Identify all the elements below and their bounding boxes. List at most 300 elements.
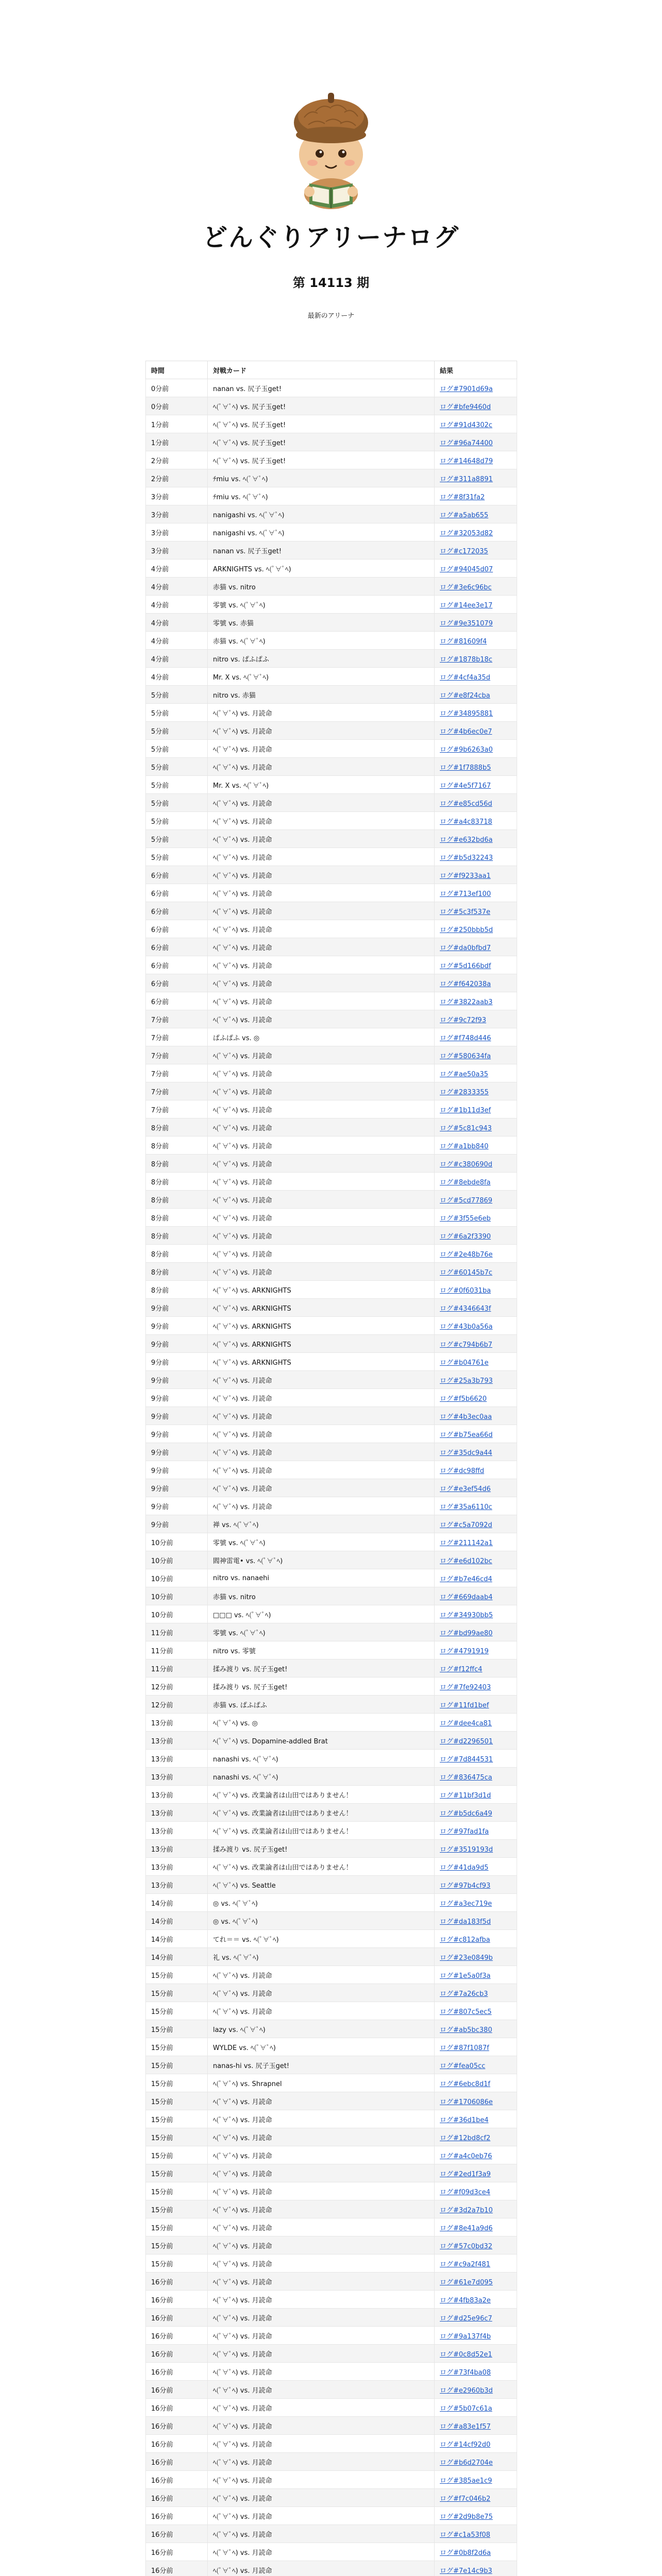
log-link[interactable]: ログ#e85cd56d xyxy=(440,800,492,808)
log-link[interactable]: ログ#73f4ba08 xyxy=(440,2368,491,2377)
row-result-cell xyxy=(435,2038,517,2056)
row-time: 9分前 xyxy=(146,1389,208,1407)
row-time: 10分前 xyxy=(146,1533,208,1551)
row-matchup: □□□ vs. ﾍ(ﾟ∀ﾟﾍ) xyxy=(208,1605,435,1623)
log-link[interactable]: ログ#2ed1f3a9 xyxy=(440,2170,491,2178)
log-link[interactable]: ログ#57c0bd32 xyxy=(440,2242,492,2250)
table-row xyxy=(146,992,517,1010)
row-time: 6分前 xyxy=(146,902,208,920)
log-link[interactable]: ログ#4cf4a35d xyxy=(440,673,490,682)
row-time: 15分前 xyxy=(146,1966,208,1984)
log-link[interactable]: ログ#14cf92d0 xyxy=(440,2441,491,2449)
row-time: 9分前 xyxy=(146,1497,208,1515)
row-time: 16分前 xyxy=(146,2399,208,2417)
row-time: 3分前 xyxy=(146,541,208,560)
row-result-cell xyxy=(435,2543,517,2561)
table-row xyxy=(146,1912,517,1930)
table-row xyxy=(146,776,517,794)
row-time: 7分前 xyxy=(146,1064,208,1082)
log-link[interactable]: ログ#7d844531 xyxy=(440,1755,493,1764)
log-link[interactable]: ログ#4b3ec0aa xyxy=(440,1413,492,1421)
row-matchup: ﾁmiu vs. ﾍ(ﾟ∀ﾟﾍ) xyxy=(208,487,435,505)
row-time: 4分前 xyxy=(146,560,208,578)
log-link[interactable]: ログ#8f31fa2 xyxy=(440,493,485,501)
log-link[interactable]: ログ#b04761e xyxy=(440,1359,489,1367)
log-link[interactable]: ログ#e6d102bc xyxy=(440,1557,492,1565)
log-link[interactable]: ログ#9a137f4b xyxy=(440,2332,491,2341)
log-link[interactable]: ログ#9c72f93 xyxy=(440,1016,486,1024)
log-link[interactable]: ログ#12bd8cf2 xyxy=(440,2134,491,2142)
log-link[interactable]: ログ#e3ef54d6 xyxy=(440,1485,491,1493)
table-row xyxy=(146,1948,517,1966)
table-row xyxy=(146,2381,517,2399)
row-time: 13分前 xyxy=(146,1876,208,1894)
row-time: 16分前 xyxy=(146,2561,208,2576)
log-link[interactable]: ログ#11fd1bef xyxy=(440,1701,489,1709)
row-result-cell xyxy=(435,1317,517,1335)
log-link[interactable]: ログ#fea05cc xyxy=(440,2062,486,2070)
table-row xyxy=(146,668,517,686)
row-matchup: 閻神雷電• vs. ﾍ(ﾟ∀ﾟﾍ) xyxy=(208,1551,435,1569)
log-link[interactable]: ログ#d25e96c7 xyxy=(440,2314,492,2323)
log-link[interactable]: ログ#1b11d3ef xyxy=(440,1106,491,1114)
log-link[interactable]: ログ#5cd77869 xyxy=(440,1196,492,1205)
row-result-cell xyxy=(435,1858,517,1876)
log-link[interactable]: ログ#94045d07 xyxy=(440,565,493,573)
log-link[interactable]: ログ#f9233aa1 xyxy=(440,872,491,880)
table-row xyxy=(146,2200,517,2218)
row-result-cell xyxy=(435,1533,517,1551)
row-result-cell xyxy=(435,1515,517,1533)
log-link[interactable]: ログ#6a2f3390 xyxy=(440,1232,491,1241)
table-row xyxy=(146,1714,517,1732)
row-time: 15分前 xyxy=(146,2002,208,2020)
log-link[interactable]: ログ#4e5f7167 xyxy=(440,782,491,790)
row-time: 5分前 xyxy=(146,830,208,848)
log-link[interactable]: ログ#c1a53f08 xyxy=(440,2531,490,2539)
log-link[interactable]: ログ#250bbb5d xyxy=(440,926,493,934)
row-result-cell xyxy=(435,379,517,397)
row-result-cell xyxy=(435,1281,517,1299)
log-link[interactable]: ログ#1706086e xyxy=(440,2098,493,2106)
log-link[interactable]: ログ#f642038a xyxy=(440,980,491,988)
acorn-mascot-svg xyxy=(279,77,383,211)
row-time: 5分前 xyxy=(146,812,208,830)
log-link[interactable]: ログ#6ebc8d1f xyxy=(440,2080,490,2088)
column-header-matchup: 対戦カード xyxy=(208,361,435,379)
row-time: 1分前 xyxy=(146,415,208,433)
row-result-cell xyxy=(435,2381,517,2399)
row-result-cell xyxy=(435,1912,517,1930)
log-link[interactable]: ログ#da0bfbd7 xyxy=(440,944,491,952)
log-link[interactable]: ログ#dee4ca81 xyxy=(440,1719,492,1727)
table-row xyxy=(146,632,517,650)
row-time: 7分前 xyxy=(146,1100,208,1118)
log-link[interactable]: ログ#a4c83718 xyxy=(440,818,492,826)
log-link[interactable]: ログ#1878b18c xyxy=(440,655,492,664)
row-time: 4分前 xyxy=(146,668,208,686)
row-result-cell xyxy=(435,2020,517,2038)
row-matchup: ﾍ(ﾟ∀ﾟﾍ) vs. 月読命 xyxy=(208,2471,435,2489)
row-result-cell xyxy=(435,902,517,920)
log-link[interactable]: ログ#0c8d52e1 xyxy=(440,2350,492,2359)
log-link[interactable]: ログ#c5a7092d xyxy=(440,1521,492,1529)
log-link[interactable]: ログ#c380690d xyxy=(440,1160,492,1168)
log-link[interactable]: ログ#81609f4 xyxy=(440,637,487,646)
row-time: 9分前 xyxy=(146,1371,208,1389)
table-row xyxy=(146,1425,517,1443)
table-row xyxy=(146,2309,517,2327)
row-time: 9分前 xyxy=(146,1317,208,1335)
row-matchup: ﾍ(ﾟ∀ﾟﾍ) vs. ARKNIGHTS xyxy=(208,1335,435,1353)
log-link[interactable]: ログ#9b6263a0 xyxy=(440,745,493,754)
log-link[interactable]: ログ#2d9b8e75 xyxy=(440,2513,493,2521)
row-matchup: ﾍ(ﾟ∀ﾟﾍ) vs. Dopamine-addled Brat xyxy=(208,1732,435,1750)
row-matchup: ﾍ(ﾟ∀ﾟﾍ) vs. 月読命 xyxy=(208,1497,435,1515)
row-matchup: lazy vs. ﾍ(ﾟ∀ﾟﾍ) xyxy=(208,2020,435,2038)
table-row xyxy=(146,1677,517,1696)
log-link[interactable]: ログ#a4c0eb76 xyxy=(440,2152,492,2160)
row-time: 9分前 xyxy=(146,1335,208,1353)
log-link[interactable]: ログ#35dc9a44 xyxy=(440,1449,492,1457)
row-time: 7分前 xyxy=(146,1082,208,1100)
row-time: 9分前 xyxy=(146,1515,208,1533)
log-link[interactable]: ログ#91d4302c xyxy=(440,421,492,429)
log-link[interactable]: ログ#a5ab655 xyxy=(440,511,489,519)
table-row xyxy=(146,523,517,541)
row-matchup: ﾍ(ﾟ∀ﾟﾍ) vs. 月読命 xyxy=(208,2146,435,2164)
log-link[interactable]: ログ#c794b6b7 xyxy=(440,1341,492,1349)
log-link[interactable]: ログ#7fe92403 xyxy=(440,1683,491,1691)
table-row xyxy=(146,866,517,884)
table-row xyxy=(146,2255,517,2273)
log-link[interactable]: ログ#e632bd6a xyxy=(440,836,493,844)
row-matchup: nitro vs. 赤猫 xyxy=(208,686,435,704)
row-time: 11分前 xyxy=(146,1641,208,1659)
table-row xyxy=(146,2471,517,2489)
row-result-cell xyxy=(435,2525,517,2543)
row-time: 13分前 xyxy=(146,1840,208,1858)
log-link[interactable]: ログ#8ebde8fa xyxy=(440,1178,491,1187)
row-time: 16分前 xyxy=(146,2327,208,2345)
log-link[interactable]: ログ#41da9d5 xyxy=(440,1863,489,1872)
row-matchup: nanigashi vs. ﾍ(ﾟ∀ﾟﾍ) xyxy=(208,523,435,541)
row-matchup: Mr. X vs. ﾍ(ﾟ∀ﾟﾍ) xyxy=(208,776,435,794)
row-matchup: ﾍ(ﾟ∀ﾟﾍ) vs. 月読命 xyxy=(208,2200,435,2218)
table-row xyxy=(146,1750,517,1768)
log-link[interactable]: ログ#2833355 xyxy=(440,1088,489,1096)
latest-arena-link[interactable]: 最新のアリーナ xyxy=(307,312,355,320)
table-row xyxy=(146,2074,517,2092)
row-time: 9分前 xyxy=(146,1299,208,1317)
table-row xyxy=(146,1353,517,1371)
row-matchup: ﾍ(ﾟ∀ﾟﾍ) vs. 月読命 xyxy=(208,1010,435,1028)
row-matchup: ﾍ(ﾟ∀ﾟﾍ) vs. 月読命 xyxy=(208,1118,435,1137)
log-link[interactable]: ログ#1f7888b5 xyxy=(440,764,491,772)
row-matchup: ﾍ(ﾟ∀ﾟﾍ) vs. 月読命 xyxy=(208,2327,435,2345)
log-link[interactable]: ログ#ae50a35 xyxy=(440,1070,488,1078)
row-result-cell xyxy=(435,1605,517,1623)
log-link[interactable]: ログ#5c3f537e xyxy=(440,908,490,916)
row-time: 8分前 xyxy=(146,1173,208,1191)
log-link[interactable]: ログ#b7e46cd4 xyxy=(440,1575,492,1583)
log-link[interactable]: ログ#25a3b793 xyxy=(440,1377,493,1385)
table-row xyxy=(146,469,517,487)
log-link[interactable]: ログ#669daab4 xyxy=(440,1593,493,1601)
row-matchup: ﾍ(ﾟ∀ﾟﾍ) vs. 月読命 xyxy=(208,866,435,884)
log-link[interactable]: ログ#14648d79 xyxy=(440,457,493,465)
log-link[interactable]: ログ#7e14c9b3 xyxy=(440,2567,492,2575)
row-matchup: 禅 vs. ﾍ(ﾟ∀ﾟﾍ) xyxy=(208,1515,435,1533)
row-matchup: ﾍ(ﾟ∀ﾟﾍ) vs. 月読命 xyxy=(208,2164,435,2182)
row-result-cell xyxy=(435,1263,517,1281)
row-result-cell xyxy=(435,1443,517,1461)
log-link[interactable]: ログ#f09d3ce4 xyxy=(440,2188,490,2196)
log-link[interactable]: ログ#1e5a0f3a xyxy=(440,1972,491,1980)
row-matchup: 零號 vs. 赤猫 xyxy=(208,614,435,632)
log-link[interactable]: ログ#bd99ae80 xyxy=(440,1629,493,1637)
row-time: 8分前 xyxy=(146,1209,208,1227)
row-time: 15分前 xyxy=(146,2182,208,2200)
term-title: 第 14113 期 xyxy=(292,276,370,290)
log-link[interactable]: ログ#43b0a56a xyxy=(440,1323,493,1331)
log-link[interactable]: ログ#311a8891 xyxy=(440,475,493,483)
log-link[interactable]: ログ#c9a2f481 xyxy=(440,2260,490,2268)
log-link[interactable]: ログ#5b07c61a xyxy=(440,2404,492,2413)
row-matchup: ﾍ(ﾟ∀ﾟﾍ) vs. 月読命 xyxy=(208,2543,435,2561)
log-link[interactable]: ログ#3822aab3 xyxy=(440,998,493,1006)
row-matchup: ﾍ(ﾟ∀ﾟﾍ) vs. 月読命 xyxy=(208,812,435,830)
log-link[interactable]: ログ#c812afba xyxy=(440,1936,490,1944)
log-link[interactable]: ログ#34930bb5 xyxy=(440,1611,493,1619)
table-row xyxy=(146,2417,517,2435)
row-time: 16分前 xyxy=(146,2309,208,2327)
table-row xyxy=(146,884,517,902)
log-link[interactable]: ログ#713ef100 xyxy=(440,890,491,898)
row-result-cell xyxy=(435,2435,517,2453)
log-link[interactable]: ログ#dc98ffd xyxy=(440,1467,485,1475)
log-link[interactable]: ログ#14ee3e17 xyxy=(440,601,493,609)
row-result-cell xyxy=(435,2092,517,2110)
log-link[interactable]: ログ#7a26cb3 xyxy=(440,1990,488,1998)
log-link[interactable]: ログ#36d1be4 xyxy=(440,2116,489,2124)
log-link[interactable]: ログ#0b8f2d6a xyxy=(440,2549,491,2557)
log-link[interactable]: ログ#b6d2704e xyxy=(440,2459,493,2467)
log-link[interactable]: ログ#0f6031ba xyxy=(440,1286,491,1295)
row-result-cell xyxy=(435,992,517,1010)
row-matchup: ﾍ(ﾟ∀ﾟﾍ) vs. 月読命 xyxy=(208,2309,435,2327)
log-link[interactable]: ログ#5d166bdf xyxy=(440,962,491,970)
table-row xyxy=(146,2363,517,2381)
row-time: 13分前 xyxy=(146,1768,208,1786)
row-time: 13分前 xyxy=(146,1750,208,1768)
table-row xyxy=(146,2056,517,2074)
row-matchup: ﾍ(ﾟ∀ﾟﾍ) vs. 月読命 xyxy=(208,1173,435,1191)
row-result-cell xyxy=(435,1768,517,1786)
log-link[interactable]: ログ#f12ffc4 xyxy=(440,1665,483,1673)
row-matchup: ﾍ(ﾟ∀ﾟﾍ) vs. 月読命 xyxy=(208,794,435,812)
row-matchup: ﾍ(ﾟ∀ﾟﾍ) vs. 月読命 xyxy=(208,1100,435,1118)
row-time: 12分前 xyxy=(146,1696,208,1714)
table-row xyxy=(146,397,517,415)
log-link[interactable]: ログ#60145b7c xyxy=(440,1268,492,1277)
log-link[interactable]: ログ#f5b6620 xyxy=(440,1395,487,1403)
row-time: 15分前 xyxy=(146,2092,208,2110)
table-row xyxy=(146,1533,517,1551)
row-time: 5分前 xyxy=(146,758,208,776)
row-matchup: ﾍ(ﾟ∀ﾟﾍ) vs. 月読命 xyxy=(208,2182,435,2200)
log-link[interactable]: ログ#a3ec719e xyxy=(440,1900,492,1908)
row-result-cell xyxy=(435,2074,517,2092)
row-time: 9分前 xyxy=(146,1443,208,1461)
log-link[interactable]: ログ#da183f5d xyxy=(440,1918,491,1926)
table-row xyxy=(146,2507,517,2525)
row-result-cell xyxy=(435,668,517,686)
row-result-cell xyxy=(435,1299,517,1317)
table-row xyxy=(146,2182,517,2200)
row-result-cell xyxy=(435,974,517,992)
row-matchup: nitro vs. 零號 xyxy=(208,1641,435,1659)
log-link[interactable]: ログ#3f55e6eb xyxy=(440,1214,491,1223)
row-result-cell xyxy=(435,1587,517,1605)
table-row xyxy=(146,1966,517,1984)
log-link[interactable]: ログ#61e7d095 xyxy=(440,2278,493,2286)
row-matchup: ﾍ(ﾟ∀ﾟﾍ) vs. 月読命 xyxy=(208,1461,435,1479)
table-row xyxy=(146,740,517,758)
log-link[interactable]: ログ#97b4cf93 xyxy=(440,1882,491,1890)
row-result-cell xyxy=(435,433,517,451)
row-time: 9分前 xyxy=(146,1461,208,1479)
row-time: 9分前 xyxy=(146,1425,208,1443)
row-result-cell xyxy=(435,848,517,866)
row-time: 8分前 xyxy=(146,1281,208,1299)
row-result-cell xyxy=(435,866,517,884)
row-time: 0分前 xyxy=(146,379,208,397)
log-link[interactable]: ログ#a1bb840 xyxy=(440,1142,489,1150)
row-result-cell xyxy=(435,2309,517,2327)
row-result-cell xyxy=(435,1732,517,1750)
log-link[interactable]: ログ#3d2a7b10 xyxy=(440,2206,493,2214)
log-link[interactable]: ログ#ab5bc380 xyxy=(440,2026,492,2034)
row-result-cell xyxy=(435,884,517,902)
table-row xyxy=(146,1840,517,1858)
log-link[interactable]: ログ#3e6c96bc xyxy=(440,583,492,591)
log-link[interactable]: ログ#4b6ec0e7 xyxy=(440,727,492,736)
log-link[interactable]: ログ#b5d32243 xyxy=(440,854,493,862)
log-link[interactable]: ログ#4fb83a2e xyxy=(440,2296,491,2304)
row-time: 14分前 xyxy=(146,1912,208,1930)
row-time: 11分前 xyxy=(146,1623,208,1641)
log-link[interactable]: ログ#7901d69a xyxy=(440,385,493,393)
table-row xyxy=(146,2435,517,2453)
log-link[interactable]: ログ#8e41a9d6 xyxy=(440,2224,493,2232)
row-result-cell xyxy=(435,1425,517,1443)
row-result-cell xyxy=(435,1840,517,1858)
row-time: 15分前 xyxy=(146,2200,208,2218)
table-row xyxy=(146,1335,517,1353)
row-time: 14分前 xyxy=(146,1948,208,1966)
row-time: 16分前 xyxy=(146,2345,208,2363)
table-row xyxy=(146,596,517,614)
table-row xyxy=(146,650,517,668)
log-link[interactable]: ログ#4346643f xyxy=(440,1304,491,1313)
log-link[interactable]: ログ#580634fa xyxy=(440,1052,491,1060)
row-matchup: nanigashi vs. ﾍ(ﾟ∀ﾟﾍ) xyxy=(208,505,435,523)
row-result-cell xyxy=(435,686,517,704)
row-matchup: ﾍ(ﾟ∀ﾟﾍ) vs. 月読命 xyxy=(208,1425,435,1443)
log-link[interactable]: ログ#807c5ec5 xyxy=(440,2008,492,2016)
row-matchup: ﾍ(ﾟ∀ﾟﾍ) vs. 月読命 xyxy=(208,1155,435,1173)
log-link[interactable]: ログ#211142a1 xyxy=(440,1539,493,1547)
row-result-cell xyxy=(435,1100,517,1118)
row-time: 16分前 xyxy=(146,2381,208,2399)
log-link[interactable]: ログ#87f1087f xyxy=(440,2044,489,2052)
log-link[interactable]: ログ#35a6110c xyxy=(440,1503,492,1511)
row-matchup: ﾍ(ﾟ∀ﾟﾍ) vs. 月読命 xyxy=(208,938,435,956)
log-link[interactable]: ログ#9e351079 xyxy=(440,619,493,628)
row-result-cell xyxy=(435,2002,517,2020)
table-row xyxy=(146,1137,517,1155)
row-matchup: ﾍ(ﾟ∀ﾟﾍ) vs. 月読命 xyxy=(208,1263,435,1281)
log-link[interactable]: ログ#d2296501 xyxy=(440,1737,493,1745)
row-time: 2分前 xyxy=(146,469,208,487)
log-link[interactable]: ログ#e8f24cba xyxy=(440,691,490,700)
log-link[interactable]: ログ#836475ca xyxy=(440,1773,492,1782)
log-link[interactable]: ログ#96a74400 xyxy=(440,439,493,447)
log-link[interactable]: ログ#32053d82 xyxy=(440,529,493,537)
log-link[interactable]: ログ#97fad1fa xyxy=(440,1827,489,1836)
row-time: 8分前 xyxy=(146,1245,208,1263)
row-matchup: ﾍ(ﾟ∀ﾟﾍ) vs. 月読命 xyxy=(208,920,435,938)
row-matchup: nanan vs. 尻子玉get! xyxy=(208,541,435,560)
log-link[interactable]: ログ#385ae1c9 xyxy=(440,2477,492,2485)
row-matchup: ﾍ(ﾟ∀ﾟﾍ) vs. 月読命 xyxy=(208,740,435,758)
log-link[interactable]: ログ#2e48b76e xyxy=(440,1250,493,1259)
log-link[interactable]: ログ#b5dc6a49 xyxy=(440,1809,492,1818)
log-link[interactable]: ログ#23e0849b xyxy=(440,1954,493,1962)
log-link[interactable]: ログ#c172035 xyxy=(440,547,488,555)
row-result-cell xyxy=(435,1028,517,1046)
log-link[interactable]: ログ#f748d446 xyxy=(440,1034,491,1042)
log-link[interactable]: ログ#b75ea66d xyxy=(440,1431,493,1439)
row-result-cell xyxy=(435,2218,517,2236)
row-result-cell xyxy=(435,2417,517,2435)
row-matchup: ﾍ(ﾟ∀ﾟﾍ) vs. 月読命 xyxy=(208,848,435,866)
log-link[interactable]: ログ#5c81c943 xyxy=(440,1124,492,1132)
row-time: 15分前 xyxy=(146,2255,208,2273)
log-link[interactable]: ログ#bfe9460d xyxy=(440,403,491,411)
table-row xyxy=(146,758,517,776)
table-row xyxy=(146,1100,517,1118)
table-row xyxy=(146,487,517,505)
log-link[interactable]: ログ#34895881 xyxy=(440,709,493,718)
log-link[interactable]: ログ#f7c046b2 xyxy=(440,2495,491,2503)
log-link[interactable]: ログ#11bf3d1d xyxy=(440,1791,491,1800)
column-header-result: 結果 xyxy=(435,361,517,379)
row-result-cell xyxy=(435,1641,517,1659)
row-matchup: nanan vs. 尻子玉get! xyxy=(208,379,435,397)
log-link[interactable]: ログ#e2960b3d xyxy=(440,2386,493,2395)
row-matchup: ﾍ(ﾟ∀ﾟﾍ) vs. 月読命 xyxy=(208,1371,435,1389)
row-matchup: 零號 vs. ﾍ(ﾟ∀ﾟﾍ) xyxy=(208,1533,435,1551)
log-link[interactable]: ログ#3519193d xyxy=(440,1845,493,1854)
log-link[interactable]: ログ#4791919 xyxy=(440,1647,489,1655)
row-time: 10分前 xyxy=(146,1605,208,1623)
log-link[interactable]: ログ#a83e1f57 xyxy=(440,2422,491,2431)
table-row xyxy=(146,1155,517,1173)
row-result-cell xyxy=(435,2561,517,2576)
row-matchup: ﾍ(ﾟ∀ﾟﾍ) vs. ARKNIGHTS xyxy=(208,1317,435,1335)
